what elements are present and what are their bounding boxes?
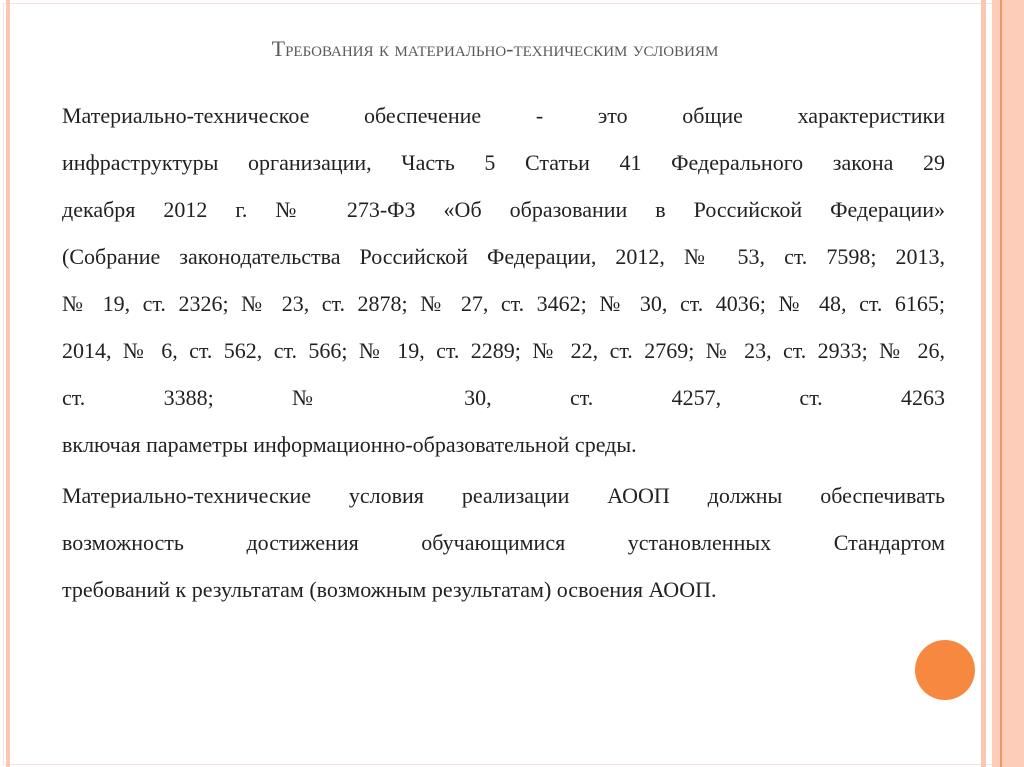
decor-circle: [915, 640, 975, 700]
text-line: декабря 2012 г. № 273-ФЗ «Об образовании в Российской Федерации»: [62, 197, 945, 222]
right-decor-band: [992, 0, 1024, 767]
slide-body: [62, 100, 945, 621]
text-line: Материально-технические условия реализации АООП должны обеспечивать: [62, 483, 945, 508]
text-line: ст. 3388; № 30, ст. 4257, ст. 4263: [62, 385, 945, 410]
right-decor-stripe: [981, 0, 986, 767]
text-line: возможность достижения обучающимися установленных Стандартом: [62, 530, 945, 555]
text-line: включая параметры информационно-образовательной среды.: [62, 432, 637, 457]
text-line: инфраструктуры организации, Часть 5 Статьи 41 Федерального закона 29: [62, 150, 945, 175]
text-line: (Собрание законодательства Российской Федерации, 2012, № 53, ст. 7598; 2013,: [62, 244, 945, 269]
left-decor-stripe: [6, 0, 10, 767]
text-line: № 19, ст. 2326; № 23, ст. 2878; № 27, ст. 3462; № 30, ст. 4036; № 48, ст. 6165;: [62, 291, 945, 316]
text-line: Материально-техническое обеспечение - это общие характеристики: [62, 103, 945, 128]
slide-title: Требования к материально-техническим условиям: [271, 36, 719, 61]
text-line: 2014, № 6, ст. 562, ст. 566; № 19, ст. 2289; № 22, ст. 2769; № 23, ст. 2933; № 26,: [62, 338, 945, 363]
right-decor-line: [1000, 0, 1002, 767]
text-line: требований к результатам (возможным результатам) освоения АООП.: [62, 577, 717, 602]
